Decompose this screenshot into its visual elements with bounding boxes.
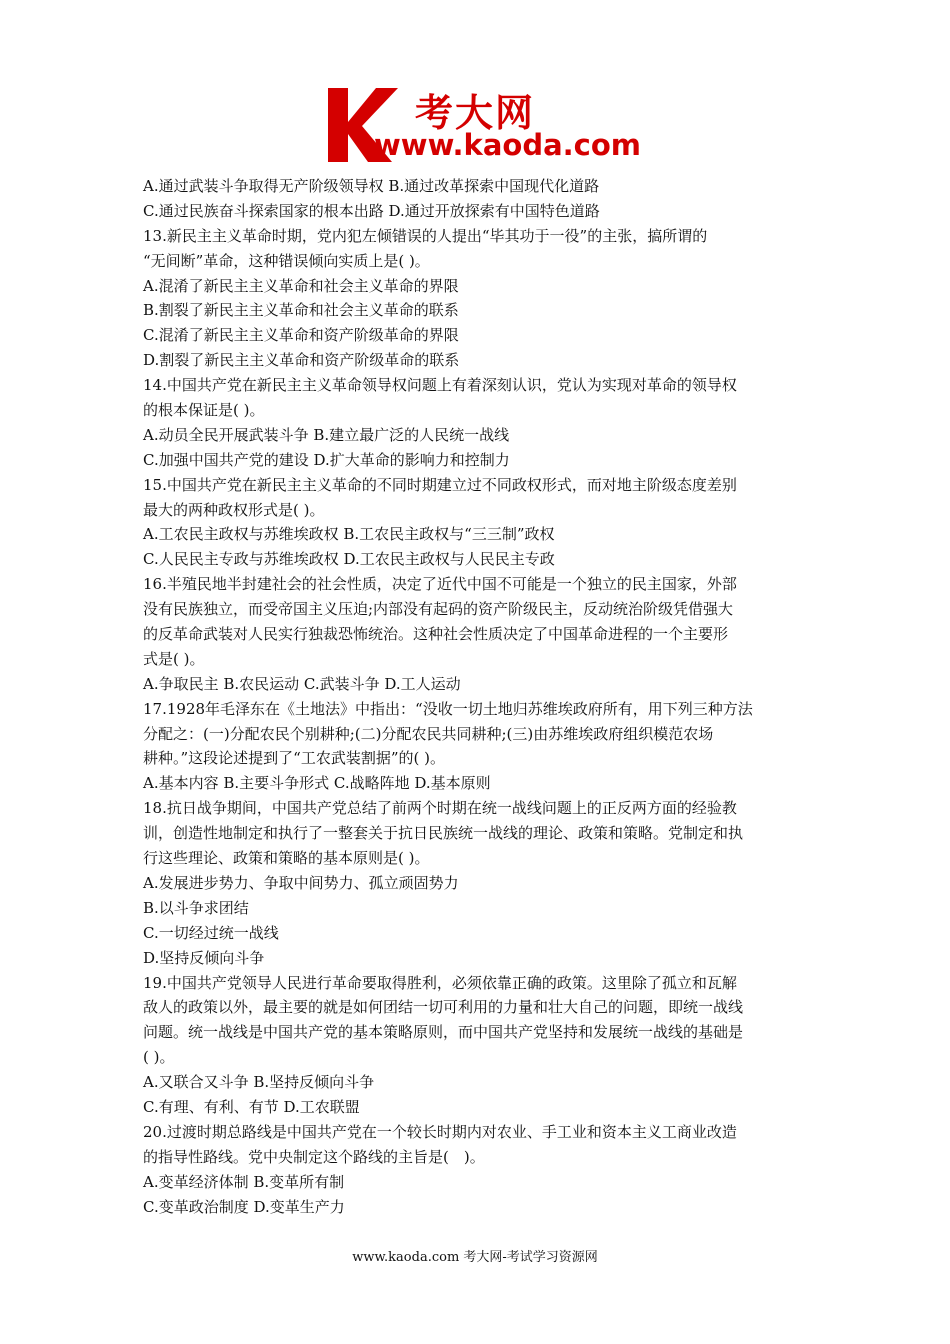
text-line: A.通过武装斗争取得无产阶级领导权 B.通过改革探索中国现代化道路 (143, 177, 600, 195)
logo-url: www.kaoda.com (374, 128, 641, 162)
text-line: “无间断”革命，这种错误倾向实质上是( )。 (143, 251, 430, 270)
text-line: 耕种。”这段论述提到了“工农武装割据”的( )。 (143, 749, 445, 768)
text-line: C.混淆了新民主主义革命和资产阶级革命的界限 (143, 326, 459, 345)
text-line: 的反革命武装对人民实行独裁恐怖统治。这种社会性质决定了中国革命进程的一个主要形 (143, 625, 729, 644)
text-line: A.混淆了新民主主义革命和社会主义革命的界限 (143, 276, 459, 295)
text-line: C.有理、有利、有节 D.工农联盟 (143, 1097, 360, 1116)
text-line: 最大的两种政权形式是( )。 (143, 500, 325, 519)
text-line: 行这些理论、政策和策略的基本原则是( )。 (143, 849, 430, 868)
text-line: 训，创造性地制定和执行了一整套关于抗日民族统一战线的理论、政策和策略。党制定和执 (143, 824, 744, 843)
page-footer: www.kaoda.com 考大网-考试学习资源网 (352, 1250, 598, 1265)
text-line: A.变革经济体制 B.变革所有制 (143, 1172, 345, 1191)
text-line: 19.中国共产党领导人民进行革命要取得胜利，必须依靠正确的政策。这里除了孤立和瓦解 (143, 973, 737, 992)
text-line: 敌人的政策以外，最主要的就是如何团结一切可利用的力量和壮大自己的问题，即统一战线 (143, 998, 744, 1017)
text-line: 问题。统一战线是中国共产党的基本策略原则，而中国共产党坚持和发展统一战线的基础是 (143, 1023, 744, 1042)
text-line: D.坚持反倾向斗争 (143, 948, 265, 967)
text-line: 的根本保证是( )。 (143, 401, 265, 420)
text-line: A.又联合又斗争 B.坚持反倾向斗争 (143, 1073, 375, 1092)
text-line: A.动员全民开展武装斗争 B.建立最广泛的人民统一战线 (143, 425, 510, 444)
text-line: B.割裂了新民主主义革命和社会主义革命的联系 (143, 301, 459, 320)
text-line: 17.1928年毛泽东在《土地法》中指出：“没收一切土地归苏维埃政府所有，用下列三种方法 (143, 699, 753, 718)
text-line: A.发展进步势力、争取中间势力、孤立顽固势力 (143, 873, 459, 892)
text-line: A.基本内容 B.主要斗争形式 C.战略阵地 D.基本原则 (143, 774, 491, 793)
text-line: 18.抗日战争期间，中国共产党总结了前两个时期在统一战线问题上的正反两方面的经验教 (143, 799, 737, 818)
text-line: 分配之：(一)分配农民个别耕种;(二)分配农民共同耕种;(三)由苏维埃政府组织模范农场 (143, 724, 714, 743)
text-line: 式是( )。 (143, 649, 205, 668)
site-logo[interactable] (318, 84, 648, 164)
text-line: B.以斗争求团结 (143, 898, 249, 917)
text-line: C.一切经过统一战线 (143, 923, 279, 942)
text-line: A.工农民主政权与苏维埃政权 B.工农民主政权与“三三制”政权 (143, 525, 555, 544)
logo-brand-name: 考大网 (415, 91, 536, 135)
text-line: 15.中国共产党在新民主主义革命的不同时期建立过不同政权形式，而对地主阶级态度差别 (143, 475, 737, 494)
text-line: 14.中国共产党在新民主主义革命领导权问题上有着深刻认识，党认为实现对革命的领导权 (143, 376, 737, 395)
text-line: D.割裂了新民主主义革命和资产阶级革命的联系 (143, 351, 460, 370)
text-line: C.通过民族奋斗探索国家的根本出路 D.通过开放探索有中国特色道路 (143, 201, 600, 220)
text-line: A.争取民主 B.农民运动 C.武装斗争 D.工人运动 (143, 674, 461, 693)
text-line: 的指导性路线。党中央制定这个路线的主旨是( )。 (143, 1147, 485, 1166)
text-line: C.变革政治制度 D.变革生产力 (143, 1197, 345, 1216)
text-line: 16.半殖民地半封建社会的社会性质，决定了近代中国不可能是一个独立的民主国家，外部 (143, 575, 737, 594)
text-line: C.人民民主专政与苏维埃政权 D.工农民主政权与人民民主专政 (143, 550, 555, 569)
text-line: 13.新民主主义革命时期，党内犯左倾错误的人提出“毕其功于一役”的主张，搞所谓的 (143, 226, 708, 245)
question-text (143, 174, 813, 1219)
text-line: ( )。 (143, 1048, 175, 1067)
text-line: 20.过渡时期总路线是中国共产党在一个较长时期内对农业、手工业和资本主义工商业改造 (143, 1122, 737, 1141)
text-line: C.加强中国共产党的建设 D.扩大革命的影响力和控制力 (143, 450, 510, 469)
text-line: 没有民族独立，而受帝国主义压迫;内部没有起码的资产阶级民主，反动统治阶级凭借强大 (143, 600, 734, 619)
